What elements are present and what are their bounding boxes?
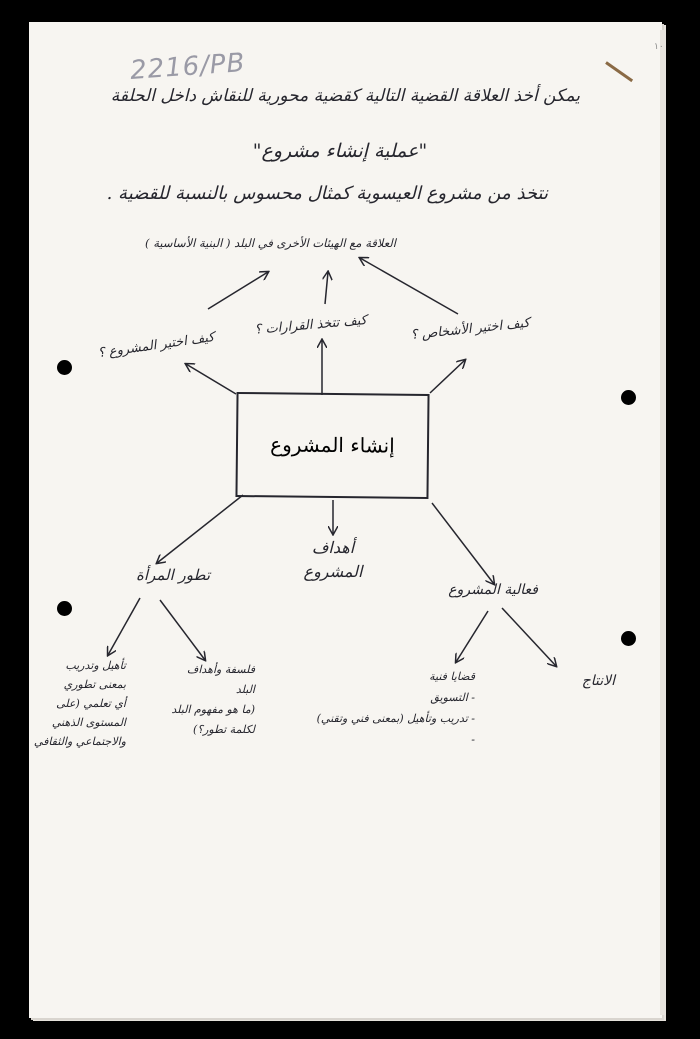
note-line: البلد xyxy=(235,683,255,696)
question-people-choice: كيف اختير الأشخاص ؟ xyxy=(409,315,531,344)
note-line: فلسفة وأهداف xyxy=(186,663,255,676)
note-line: أي تعلمي (على xyxy=(56,697,126,710)
question-project-choice: كيف اختير المشروع ؟ xyxy=(96,329,216,362)
note-line: - تدريب وتأهيل (بمعنى فني وتقني) xyxy=(316,712,475,725)
arrow-to-project-choice xyxy=(186,364,236,394)
arrow-to-relations-mid xyxy=(325,272,328,304)
note-line: - التسويق xyxy=(430,691,475,704)
arrow-to-technical-issues xyxy=(456,611,488,662)
branch-goals-line1: أهداف xyxy=(311,538,355,557)
intro-line: يمكن أخذ العلاقة القضية التالية كقضية محورية للنقاش داخل الحلقة xyxy=(110,86,580,106)
example-line: نتخذ من مشروع العيسوية كمثال محسوس بالنسبة للقضية . xyxy=(106,183,548,204)
branch-project-effectiveness: فعالية المشروع xyxy=(448,582,538,598)
branch-women-development: تطور المرأة xyxy=(136,566,210,584)
note-line: لكلمة تطور؟) xyxy=(192,723,255,736)
arrow-to-relations-left xyxy=(208,272,268,309)
note-line: قضايا فنية xyxy=(429,670,475,683)
note-line: - xyxy=(471,733,475,746)
subject-title: "عملية إنشاء مشروع" xyxy=(252,140,428,162)
note-line: تأهيل وتدريب xyxy=(65,659,126,672)
archive-number: 2216/PB xyxy=(129,48,247,86)
arrow-to-women-development xyxy=(157,495,243,563)
central-label: إنشاء المشروع xyxy=(270,432,395,458)
branch-goals-line2: المشروع xyxy=(303,562,363,581)
note-line: بمعنى تطوري xyxy=(63,678,126,691)
arrow-to-philosophy xyxy=(160,600,205,660)
effectiveness-results: الانتاج xyxy=(581,673,615,689)
note-line: (ما هو مفهوم البلد xyxy=(171,703,255,716)
arrow-to-training xyxy=(108,598,140,655)
relation-heading: العلاقة مع الهيئات الأخرى في البلد ( البنية الأساسية ) xyxy=(145,236,396,250)
arrow-to-people-choice xyxy=(430,360,465,393)
arrow-to-effectiveness xyxy=(432,503,494,584)
note-line: المستوى الذهني xyxy=(51,716,126,729)
arrow-to-results xyxy=(502,608,556,666)
question-decisions: كيف تتخذ القرارات ؟ xyxy=(253,313,368,338)
arrow-to-relations-right xyxy=(360,258,458,314)
page-marker: ١٠ xyxy=(654,42,664,52)
note-line: والاجتماعي والثقافي xyxy=(33,735,126,748)
